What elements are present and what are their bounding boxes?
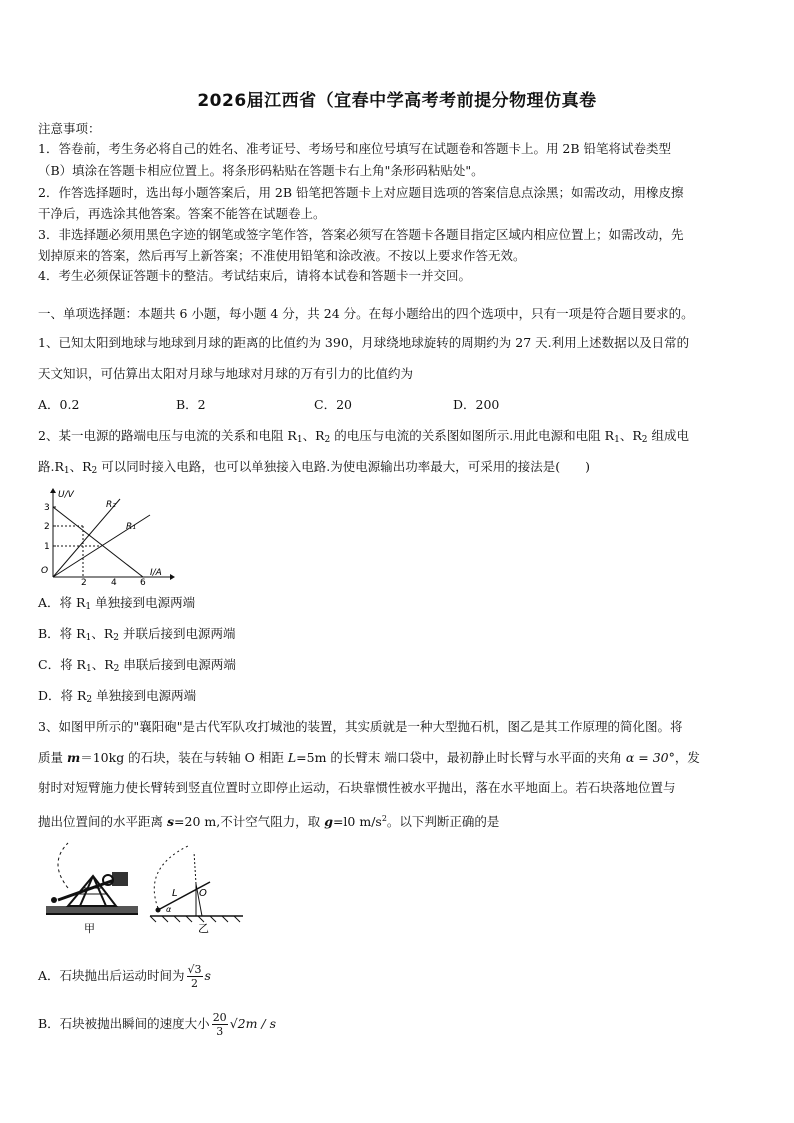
notice-line-4: 干净后，再选涂其他答案。答案不能答在试题卷上。	[38, 206, 326, 221]
section-heading: 一、单项选择题：本题共 6 小题，每小题 4 分，共 24 分。在每小题给出的四个选项中，只有一项是符合题目要求的。	[38, 306, 694, 321]
schematic-alpha-label: α	[166, 905, 172, 914]
q2-graph-xlabel: I/A	[150, 568, 162, 578]
q2-line-2: 路$.R_1$、$R_2$ 可以同时接入电路，也可以单独接入电路.为使电源输出功率最大，可采用的接法是( )	[38, 459, 590, 476]
q3-option-a: A．石块抛出后运动时间为 $\frac{√3}{2}$ s	[38, 963, 211, 990]
notice-heading: 注意事项：	[38, 121, 101, 136]
notice-line-2: （B）填涂在答题卡相应位置上。将条形码粘贴在答题卡右上角"条形码粘贴处"。	[38, 163, 484, 178]
q2-graph-ytick-3: 3	[44, 503, 50, 513]
q2-line-1: 2、某一电源的路端电压与电流的关系和电阻 $R_1$、$R_2$ 的电压与电流的关系图如图所示.用此电源和电阻 $R_1$、$R_2$ 组成电	[38, 428, 689, 445]
q2-option-c: C．将 $R_1$、$R_2$ 串联后接到电源两端	[38, 657, 236, 674]
q2-graph-xtick-6: 6	[140, 578, 146, 585]
schematic-L-label: L	[172, 888, 178, 899]
q3-line-2: 质量 m＝10kg 的石块，装在与转轴 O 相距 L=5m 的长臂末 端口袋中，最初静止时长臂与水平面的夹角 α = 30°，发	[38, 750, 700, 765]
notice-line-1: 1．答卷前，考生务必将自己的姓名、准考证号、考场号和座位号填写在试题卷和答题卡上。用 2B 铅笔将试卷类型	[38, 141, 672, 156]
q2-graph-r1-label: R₁	[126, 522, 136, 532]
notice-line-6: 划掉原来的答案，然后再写上新答案；不准使用铅笔和涂改液。不按以上要求作答无效。	[38, 248, 526, 263]
q3-line-3: 射时对短臂施力使长臂转到竖直位置时立即停止运动，石块靠惯性被水平抛出，落在水平地面上。若石块落地位置与	[38, 780, 676, 795]
notice-line-5: 3．非选择题必须用黑色字迹的钢笔或签字笔作答，答案必须写在答题卡各题目指定区域内相应位置上；如需改动，先	[38, 227, 684, 242]
q1-option-a: A．0.2	[38, 397, 80, 412]
q2-graph-r2-line	[53, 499, 120, 577]
q2-option-d: D．将 $R_2$ 单独接到电源两端	[38, 688, 197, 705]
q2-graph-source-line	[53, 507, 143, 577]
notice-line-7: 4．考生必须保证答题卡的整洁。考试结束后，请将本试卷和答题卡一并交回。	[38, 268, 471, 283]
schematic-O-label: O	[199, 888, 207, 899]
q2-graph-ytick-2: 2	[44, 522, 50, 532]
q3-option-b: B．石块被抛出瞬间的速度大小 $\frac{20}{3}$ √2m / s	[38, 1011, 277, 1038]
q1-line-2: 天文知识，可估算出太阳对月球与地球对月球的万有引力的比值约为	[38, 366, 414, 381]
q3-line-4: 抛出位置间的水平距离 s=20 m,不计空气阻力，取 g=l0 $m/s^2$。以下判断正确的是	[38, 814, 500, 829]
trebuchet-figure	[46, 843, 138, 914]
q2-option-b: B．将 $R_1$、$R_2$ 并联后接到电源两端	[38, 626, 236, 643]
figure-jia-label: 甲	[84, 922, 95, 935]
q3-figures	[38, 838, 253, 936]
q3-option-a-fraction: $\frac{√3}{2}$	[187, 963, 202, 990]
q2-option-a: A．将 $R_1$ 单独接到电源两端	[38, 595, 196, 612]
q2-graph-xtick-2: 2	[81, 578, 87, 585]
q1-option-c: C．20	[314, 397, 352, 412]
q2-graph-r2-label: R₂	[106, 500, 116, 510]
schematic-figure	[150, 846, 243, 922]
q1-option-d: D．200	[453, 397, 500, 412]
q3-line-1: 3、如图甲所示的"襄阳砲"是古代军队攻打城池的装置，其实质就是一种大型抛石机，图乙是其工作原理的简化图。将	[38, 719, 683, 734]
q2-graph-xtick-4: 4	[111, 578, 117, 585]
q2-graph-origin: O	[41, 566, 49, 576]
q1-line-1: 1、已知太阳到地球与地球到月球的距离的比值约为 390，月球绕地球旋转的周期约为 27 天.利用上述数据以及日常的	[38, 335, 690, 350]
q2-graph-ylabel: U/V	[58, 490, 74, 500]
q2-graph-ytick-1: 1	[44, 542, 50, 552]
q2-graph	[38, 485, 178, 585]
q1-option-b: B．2	[176, 397, 206, 412]
page-title: 2026届江西省（宜春中学高考考前提分物理仿真卷	[197, 91, 597, 111]
notice-line-3: 2．作答选择题时，选出每小题答案后，用 2B 铅笔把答题卡上对应题目选项的答案信息点涂黑；如需改动，用橡皮擦	[38, 185, 684, 200]
q3-option-b-fraction: $\frac{20}{3}$	[212, 1011, 227, 1038]
figure-yi-label: 乙	[198, 922, 209, 935]
